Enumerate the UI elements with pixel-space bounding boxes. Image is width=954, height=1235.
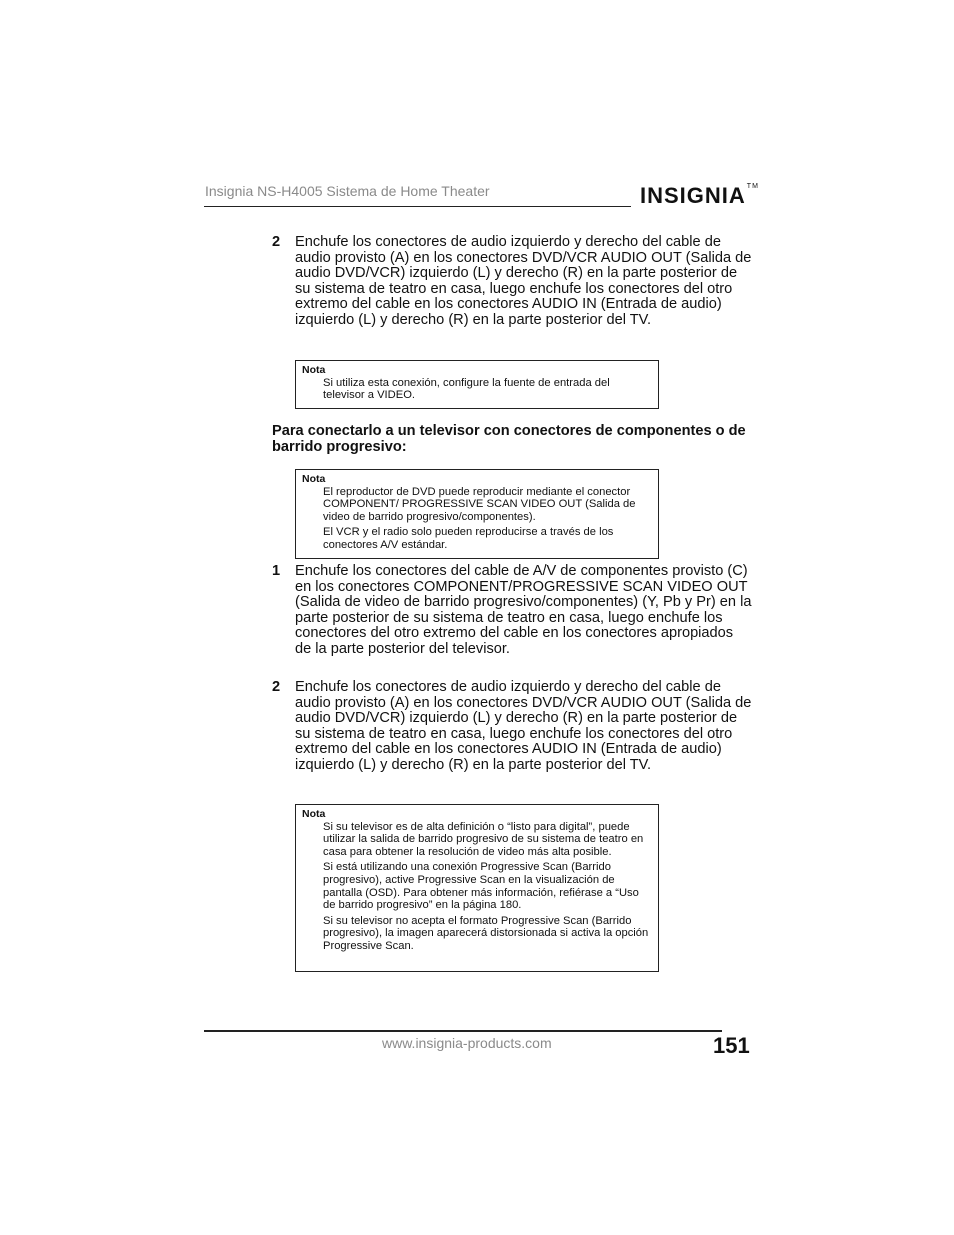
page-number: 151 — [713, 1033, 750, 1058]
step-number: 1 — [272, 563, 281, 579]
note-box — [295, 804, 659, 972]
note-paragraph: Si su televisor no acepta el formato Progressive Scan (Barrido progresivo), la imagen aparecerá distorsionada si activa la opción Progressive Scan. — [323, 914, 649, 952]
step-item — [272, 564, 752, 658]
step-item — [272, 680, 752, 774]
insignia-logo — [640, 183, 759, 209]
section-heading: Para conectarlo a un televisor con conectores de componentes o de barrido progresivo: — [272, 423, 746, 455]
step-number: 2 — [272, 679, 281, 695]
note-paragraph: Si su televisor es de alta definición o “listo para digital”, puede utilizar la salida de barrido progresivo de su sistema de teatro en casa para obtener la resolución de video más alta posible. — [323, 820, 644, 858]
note-paragraph: El VCR y el radio solo pueden reproducirse a través de los conectores A/V estándar. — [323, 526, 614, 551]
header-title: Insignia NS-H4005 Sistema de Home Theater — [205, 183, 490, 199]
note-box — [295, 469, 659, 559]
step-text: Enchufe los conectores de audio izquierdo y derecho del cable de audio provisto (A) en los conectores DVD/VCR AUDIO OUT (Salida de audio DVD/VCR) izquierdo (L) y derecho (R) en la parte posterior de su sistema de teatro en casa, luego enchufe los conectores del otro extremo del cable en los conectores AUDIO IN (Entrada de audio) izquierdo (L) y derecho (R) en la parte posterior del TV. — [295, 234, 752, 328]
step-text: Enchufe los conectores de audio izquierdo y derecho del cable de audio provisto (A) en los conectores DVD/VCR AUDIO OUT (Salida de audio DVD/VCR) izquierdo (L) y derecho (R) en la parte posterior de su sistema de teatro en casa, luego enchufe los conectores del otro extremo del cable en los conectores AUDIO IN (Entrada de audio) izquierdo (L) y derecho (R) en la parte posterior del TV. — [295, 679, 752, 773]
note-label: Nota — [302, 808, 326, 820]
note-paragraph: Si está utilizando una conexión Progressive Scan (Barrido progresivo), active Progressive Scan en la visualización de pantalla (OSD). Para obtener más información, refiérase a “Uso de barrido progresivo” en la página 180. — [323, 861, 639, 912]
note-label: Nota — [302, 473, 326, 485]
step-number: 2 — [272, 234, 281, 250]
logo-text: INSIGNIA — [640, 183, 746, 208]
logo-trademark: TM — [746, 183, 759, 190]
note-paragraph: Si utiliza esta conexión, configure la fuente de entrada del televisor a VIDEO. — [323, 376, 610, 402]
footer-url: www.insignia-products.com — [382, 1035, 552, 1051]
step-item — [272, 235, 752, 329]
note-box — [295, 360, 659, 409]
header-rule — [204, 206, 631, 207]
note-paragraph: El reproductor de DVD puede reproducir mediante el conector COMPONENT/ PROGRESSIVE SCAN VIDEO OUT (Salida de video de barrido progresivo/componentes). — [323, 485, 636, 523]
step-text: Enchufe los conectores del cable de A/V de componentes provisto (C) en los conectores COMPONENT/PROGRESSIVE SCAN VIDEO OUT (Salida de video de barrido progresivo/componentes) (Y, Pb y Pr) en la parte posterior de su sistema de teatro en casa, luego enchufe los conectores del otro extremo del cable en los conectores apropiados de la parte posterior del televisor. — [295, 563, 752, 657]
footer-rule — [204, 1030, 722, 1032]
note-label: Nota — [302, 364, 326, 376]
